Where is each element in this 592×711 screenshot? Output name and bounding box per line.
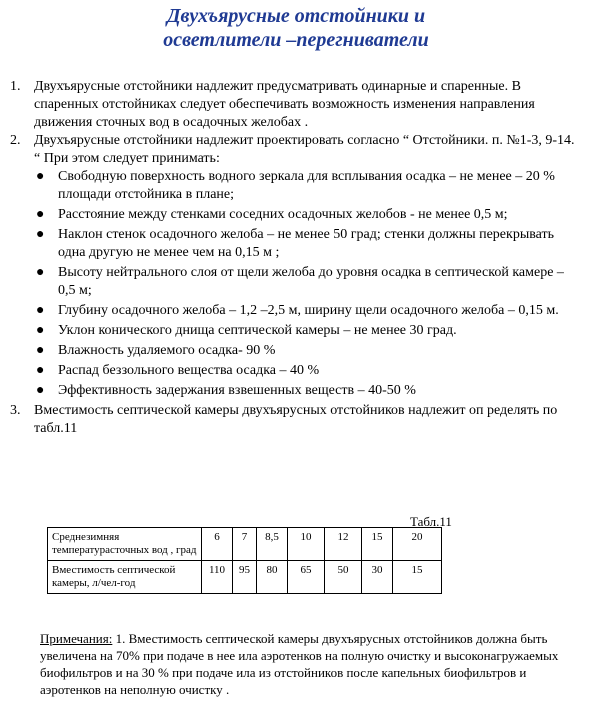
title-line-2: осветлители –перегниватели [163, 29, 429, 51]
table-cell: 8,5 [257, 528, 288, 561]
bullet-icon: ● [36, 227, 45, 242]
bullet-item: ● Уклон конического днища септической камеры – не менее 30 град. [36, 323, 457, 338]
page-title [0, 4, 592, 52]
requirements-list [10, 78, 582, 438]
table-cell: 7 [233, 528, 257, 561]
list-item-number: 2. [10, 133, 21, 148]
bullet-icon: ● [36, 323, 45, 338]
table-cell: 10 [288, 528, 325, 561]
bullet-icon: ● [36, 207, 45, 222]
notes-label: Примечания: [40, 631, 113, 646]
bullet-icon: ● [36, 169, 45, 184]
bullet-item: ● Эффективность задержания взвешенных веществ – 40-50 % [36, 383, 416, 398]
table-cell: 15 [362, 528, 393, 561]
table-cell: 65 [288, 561, 325, 594]
bullet-item: ● Влажность удаляемого осадка- 90 % [36, 343, 276, 358]
bullet-icon: ● [36, 265, 45, 280]
bullet-icon: ● [36, 303, 45, 318]
bullet-item: ● Наклон стенок осадочного желоба – не менее 50 град; стенки должны перекрывать одна другую не менее чем на 0,15 м ; [36, 227, 555, 260]
table-caption: Табл.11 [410, 514, 452, 529]
list-item-1 [10, 78, 582, 132]
row-header: Вместимость септической камеры, л/чел-год [48, 561, 202, 594]
list-item-3 [10, 402, 582, 438]
bullet-list [10, 168, 582, 400]
bullet-item: ● Свободную поверхность водного зеркала для всплывания осадка – не менее – 20 % площади отстойника в плане; [36, 169, 555, 202]
title-line-1: Двухъярусные отстойники и [166, 5, 426, 27]
list-item-text: Вместимость септической камеры двухъярусных отстойников надлежит оп ределять по табл.11 [34, 403, 558, 436]
table-cell: 110 [202, 561, 233, 594]
table-cell: 6 [202, 528, 233, 561]
row-header: Среднезимняя температурасточных вод , град [48, 528, 202, 561]
table-cell: 95 [233, 561, 257, 594]
bullet-item: ● Высоту нейтрального слоя от щели желоба до уровня осадка в септической камере – 0,5 м; [36, 265, 564, 298]
notes-text: 1. Вместимость септической камеры двухъярусных отстойников должна быть увеличена на 70% при подаче в нее ила аэротенков на полную очистку и высоконагружаемых биофильтров и на 30 % при подаче ила из отстойников после капельных биофильтров и аэротенков на неполную очистку . [40, 631, 559, 697]
list-item-number: 3. [10, 403, 21, 418]
table-cell: 30 [362, 561, 393, 594]
list-item-2 [10, 132, 582, 168]
list-item-text: Двухъярусные отстойники надлежит предусматривать одинарные и спаренные. В спаренных отстойниках следует обеспечивать возможность изменения направления движения сточных вод в осадочных желобах . [34, 79, 535, 130]
table-cell: 80 [257, 561, 288, 594]
bullet-item: ● Расстояние между стенками соседних осадочных желобов - не менее 0,5 м; [36, 207, 508, 222]
bullet-item: ● Глубину осадочного желоба – 1,2 –2,5 м, ширину щели осадочного желоба – 0,15 м. [36, 303, 559, 318]
table-cell: 15 [393, 561, 442, 594]
table-row [48, 528, 442, 561]
bullet-item: ● Распад беззольного вещества осадка – 40 % [36, 363, 320, 378]
notes [40, 630, 580, 698]
table-cell: 50 [325, 561, 362, 594]
table-cell: 20 [393, 528, 442, 561]
table-cell: 12 [325, 528, 362, 561]
bullet-icon: ● [36, 363, 45, 378]
bullet-icon: ● [36, 343, 45, 358]
list-item-number: 1. [10, 79, 21, 94]
table-row [48, 561, 442, 594]
bullet-icon: ● [36, 383, 45, 398]
data-table [47, 527, 442, 594]
list-item-text: Двухъярусные отстойники надлежит проектировать согласно “ Отстойники. п. №1-3, 9-14. “ При этом следует принимать: [34, 133, 575, 166]
